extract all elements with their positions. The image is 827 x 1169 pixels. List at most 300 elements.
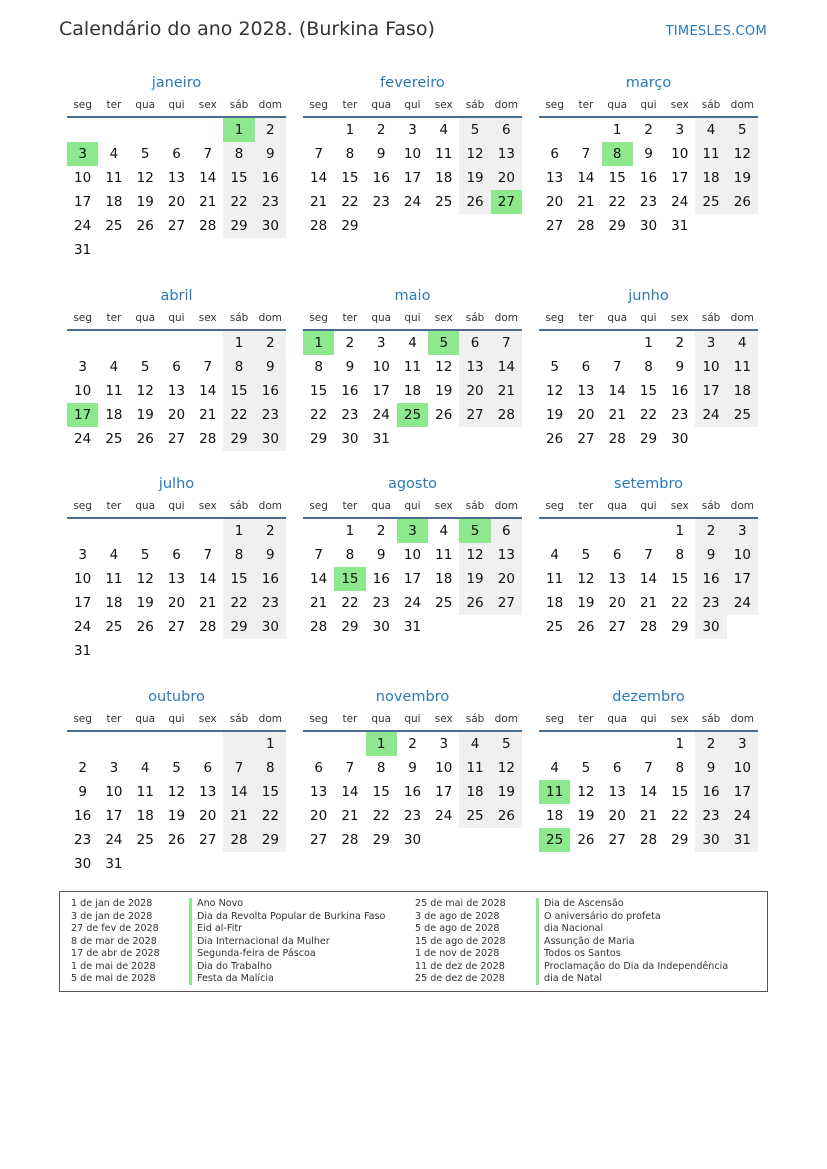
day-cell[interactable]: 11 <box>695 142 726 166</box>
day-cell[interactable]: 21 <box>199 194 217 210</box>
day-cell[interactable]: 7 <box>203 146 213 162</box>
day-cell[interactable]: 28 <box>491 403 522 427</box>
day-cell[interactable]: 16 <box>695 567 726 591</box>
day-cell[interactable]: 19 <box>459 166 490 190</box>
day-cell[interactable]: 11 <box>546 571 564 587</box>
day-cell[interactable]: 12 <box>167 784 186 800</box>
day-cell[interactable]: 30 <box>372 619 390 635</box>
day-cell[interactable]: 20 <box>459 379 490 403</box>
day-cell[interactable]: 22 <box>223 403 254 427</box>
day-cell[interactable]: 19 <box>136 595 154 611</box>
day-cell[interactable]: 1 <box>223 118 254 142</box>
day-cell[interactable]: 23 <box>255 403 286 427</box>
day-cell[interactable]: 4 <box>695 118 726 142</box>
day-cell[interactable]: 21 <box>491 379 522 403</box>
day-cell[interactable]: 13 <box>459 355 490 379</box>
day-cell[interactable]: 10 <box>74 170 92 186</box>
day-cell[interactable]: 8 <box>602 142 633 166</box>
day-cell[interactable]: 7 <box>644 547 653 563</box>
day-cell[interactable]: 30 <box>255 427 286 451</box>
day-cell[interactable]: 16 <box>255 379 286 403</box>
day-cell[interactable]: 18 <box>459 780 490 804</box>
day-cell[interactable]: 26 <box>459 591 490 615</box>
day-cell[interactable]: 19 <box>491 780 522 804</box>
day-cell[interactable]: 8 <box>376 760 386 776</box>
day-cell[interactable]: 30 <box>695 828 726 852</box>
day-cell[interactable]: 8 <box>223 543 254 567</box>
day-cell[interactable]: 13 <box>608 571 626 587</box>
day-cell[interactable]: 7 <box>223 756 254 780</box>
day-cell[interactable]: 2 <box>376 122 386 138</box>
day-cell[interactable]: 17 <box>671 170 689 186</box>
day-cell[interactable]: 24 <box>403 595 422 611</box>
day-cell[interactable]: 4 <box>550 547 559 563</box>
day-cell[interactable]: 29 <box>341 218 359 234</box>
day-cell[interactable]: 29 <box>223 615 254 639</box>
day-cell[interactable]: 3 <box>727 732 758 756</box>
day-cell[interactable]: 8 <box>675 760 685 776</box>
day-cell[interactable]: 31 <box>74 242 92 258</box>
day-cell[interactable]: 9 <box>695 756 726 780</box>
day-cell[interactable]: 29 <box>639 431 658 447</box>
day-cell[interactable]: 27 <box>199 832 217 848</box>
day-cell[interactable]: 14 <box>639 784 658 800</box>
day-cell[interactable]: 26 <box>459 190 490 214</box>
day-cell[interactable]: 15 <box>223 567 254 591</box>
day-cell[interactable]: 4 <box>408 335 417 351</box>
day-cell[interactable]: 8 <box>255 756 286 780</box>
day-cell[interactable]: 15 <box>671 571 689 587</box>
day-cell[interactable]: 15 <box>671 784 689 800</box>
day-cell[interactable]: 14 <box>491 355 522 379</box>
day-cell[interactable]: 27 <box>577 431 595 447</box>
day-cell[interactable]: 15 <box>310 383 328 399</box>
day-cell[interactable]: 25 <box>695 190 726 214</box>
day-cell[interactable]: 24 <box>372 407 390 423</box>
day-cell[interactable]: 25 <box>546 619 564 635</box>
day-cell[interactable]: 6 <box>172 146 181 162</box>
day-cell[interactable]: 16 <box>255 567 286 591</box>
day-cell[interactable]: 17 <box>74 595 92 611</box>
day-cell[interactable]: 24 <box>74 218 92 234</box>
day-cell[interactable]: 31 <box>671 218 689 234</box>
day-cell[interactable]: 25 <box>539 828 570 852</box>
day-cell[interactable]: 13 <box>167 383 186 399</box>
day-cell[interactable]: 29 <box>608 218 626 234</box>
day-cell[interactable]: 27 <box>491 591 522 615</box>
day-cell[interactable]: 19 <box>727 166 758 190</box>
day-cell[interactable]: 17 <box>403 170 422 186</box>
day-cell[interactable]: 17 <box>105 808 123 824</box>
day-cell[interactable]: 10 <box>74 383 92 399</box>
day-cell[interactable]: 4 <box>727 331 758 355</box>
day-cell[interactable]: 21 <box>199 407 217 423</box>
day-cell[interactable]: 2 <box>255 519 286 543</box>
day-cell[interactable]: 23 <box>639 194 658 210</box>
day-cell[interactable]: 11 <box>403 359 422 375</box>
day-cell[interactable]: 14 <box>341 784 359 800</box>
day-cell[interactable]: 27 <box>167 218 186 234</box>
day-cell[interactable]: 24 <box>727 591 758 615</box>
day-cell[interactable]: 26 <box>727 190 758 214</box>
day-cell[interactable]: 12 <box>577 571 595 587</box>
day-cell[interactable]: 6 <box>203 760 213 776</box>
day-cell[interactable]: 14 <box>199 170 217 186</box>
day-cell[interactable]: 17 <box>727 780 758 804</box>
day-cell[interactable]: 23 <box>74 832 92 848</box>
day-cell[interactable]: 25 <box>459 804 490 828</box>
day-cell[interactable]: 19 <box>577 808 595 824</box>
day-cell[interactable]: 11 <box>105 170 123 186</box>
day-cell[interactable]: 14 <box>608 383 626 399</box>
day-cell[interactable]: 22 <box>255 804 286 828</box>
day-cell[interactable]: 26 <box>546 431 564 447</box>
day-cell[interactable]: 25 <box>105 619 123 635</box>
day-cell[interactable]: 24 <box>105 832 123 848</box>
day-cell[interactable]: 10 <box>695 355 726 379</box>
day-cell[interactable]: 6 <box>172 547 181 563</box>
day-cell[interactable]: 20 <box>608 808 626 824</box>
day-cell[interactable]: 18 <box>403 383 422 399</box>
day-cell[interactable]: 15 <box>255 780 286 804</box>
day-cell[interactable]: 21 <box>608 407 626 423</box>
day-cell[interactable]: 5 <box>581 760 591 776</box>
day-cell[interactable]: 13 <box>577 383 595 399</box>
day-cell[interactable]: 1 <box>612 122 622 138</box>
day-cell[interactable]: 29 <box>341 619 359 635</box>
day-cell[interactable]: 16 <box>74 808 92 824</box>
day-cell[interactable]: 15 <box>223 166 254 190</box>
day-cell[interactable]: 6 <box>581 359 591 375</box>
day-cell[interactable]: 20 <box>167 407 186 423</box>
day-cell[interactable]: 25 <box>727 403 758 427</box>
day-cell[interactable]: 27 <box>167 619 186 635</box>
day-cell[interactable]: 26 <box>136 218 154 234</box>
day-cell[interactable]: 20 <box>491 567 522 591</box>
day-cell[interactable]: 3 <box>695 331 726 355</box>
day-cell[interactable]: 27 <box>608 832 626 848</box>
day-cell[interactable]: 10 <box>74 571 92 587</box>
day-cell[interactable]: 24 <box>727 804 758 828</box>
day-cell[interactable]: 2 <box>675 335 685 351</box>
day-cell[interactable]: 11 <box>105 383 123 399</box>
day-cell[interactable]: 9 <box>408 760 417 776</box>
day-cell[interactable]: 22 <box>341 595 359 611</box>
day-cell[interactable]: 17 <box>435 784 453 800</box>
day-cell[interactable]: 1 <box>345 122 355 138</box>
day-cell[interactable]: 25 <box>397 403 428 427</box>
day-cell[interactable]: 7 <box>345 760 355 776</box>
day-cell[interactable]: 5 <box>581 547 591 563</box>
day-cell[interactable]: 13 <box>608 784 626 800</box>
day-cell[interactable]: 24 <box>671 194 689 210</box>
day-cell[interactable]: 13 <box>491 543 522 567</box>
day-cell[interactable]: 21 <box>223 804 254 828</box>
day-cell[interactable]: 28 <box>341 832 359 848</box>
day-cell[interactable]: 30 <box>671 431 689 447</box>
day-cell[interactable]: 5 <box>140 547 150 563</box>
day-cell[interactable]: 10 <box>403 547 422 563</box>
day-cell[interactable]: 20 <box>577 407 595 423</box>
day-cell[interactable]: 3 <box>78 547 87 563</box>
day-cell[interactable]: 14 <box>310 571 328 587</box>
day-cell[interactable]: 28 <box>223 828 254 852</box>
day-cell[interactable]: 26 <box>491 804 522 828</box>
day-cell[interactable]: 16 <box>372 571 390 587</box>
day-cell[interactable]: 28 <box>639 619 658 635</box>
day-cell[interactable]: 14 <box>577 170 595 186</box>
day-cell[interactable]: 21 <box>199 595 217 611</box>
day-cell[interactable]: 16 <box>255 166 286 190</box>
day-cell[interactable]: 13 <box>167 170 186 186</box>
day-cell[interactable]: 30 <box>74 856 92 872</box>
day-cell[interactable]: 12 <box>459 543 490 567</box>
day-cell[interactable]: 1 <box>303 331 334 355</box>
day-cell[interactable]: 17 <box>67 403 98 427</box>
day-cell[interactable]: 21 <box>639 808 658 824</box>
day-cell[interactable]: 22 <box>341 194 359 210</box>
day-cell[interactable]: 21 <box>310 595 328 611</box>
day-cell[interactable]: 7 <box>612 359 622 375</box>
day-cell[interactable]: 11 <box>435 547 453 563</box>
day-cell[interactable]: 24 <box>74 619 92 635</box>
day-cell[interactable]: 22 <box>671 595 689 611</box>
day-cell[interactable]: 18 <box>435 170 453 186</box>
day-cell[interactable]: 31 <box>727 828 758 852</box>
day-cell[interactable]: 16 <box>403 784 422 800</box>
day-cell[interactable]: 11 <box>136 784 154 800</box>
day-cell[interactable]: 10 <box>727 543 758 567</box>
day-cell[interactable]: 23 <box>695 591 726 615</box>
day-cell[interactable]: 31 <box>403 619 422 635</box>
day-cell[interactable]: 26 <box>577 619 595 635</box>
day-cell[interactable]: 13 <box>199 784 217 800</box>
day-cell[interactable]: 4 <box>109 359 119 375</box>
day-cell[interactable]: 14 <box>639 571 658 587</box>
day-cell[interactable]: 24 <box>74 431 92 447</box>
day-cell[interactable]: 20 <box>491 166 522 190</box>
day-cell[interactable]: 2 <box>78 760 87 776</box>
day-cell[interactable]: 1 <box>675 736 685 752</box>
day-cell[interactable]: 22 <box>608 194 626 210</box>
day-cell[interactable]: 29 <box>310 431 328 447</box>
day-cell[interactable]: 11 <box>727 355 758 379</box>
day-cell[interactable]: 14 <box>199 571 217 587</box>
day-cell[interactable]: 13 <box>167 571 186 587</box>
day-cell[interactable]: 3 <box>78 359 87 375</box>
day-cell[interactable]: 15 <box>639 383 658 399</box>
day-cell[interactable]: 26 <box>136 431 154 447</box>
day-cell[interactable]: 20 <box>608 595 626 611</box>
day-cell[interactable]: 21 <box>341 808 359 824</box>
day-cell[interactable]: 8 <box>644 359 653 375</box>
day-cell[interactable]: 2 <box>255 331 286 355</box>
day-cell[interactable]: 28 <box>639 832 658 848</box>
day-cell[interactable]: 20 <box>546 194 564 210</box>
day-cell[interactable]: 4 <box>109 146 119 162</box>
day-cell[interactable]: 9 <box>644 146 653 162</box>
day-cell[interactable]: 5 <box>727 118 758 142</box>
day-cell[interactable]: 7 <box>314 146 323 162</box>
day-cell[interactable]: 4 <box>550 760 559 776</box>
day-cell[interactable]: 15 <box>372 784 390 800</box>
day-cell[interactable]: 15 <box>223 379 254 403</box>
day-cell[interactable]: 11 <box>539 780 570 804</box>
day-cell[interactable]: 26 <box>435 407 453 423</box>
day-cell[interactable]: 30 <box>341 431 359 447</box>
day-cell[interactable]: 23 <box>403 808 422 824</box>
day-cell[interactable]: 4 <box>140 760 150 776</box>
day-cell[interactable]: 25 <box>435 595 453 611</box>
day-cell[interactable]: 7 <box>644 760 653 776</box>
day-cell[interactable]: 12 <box>577 784 595 800</box>
day-cell[interactable]: 9 <box>255 142 286 166</box>
day-cell[interactable]: 19 <box>435 383 453 399</box>
day-cell[interactable]: 23 <box>372 595 390 611</box>
day-cell[interactable]: 12 <box>136 571 154 587</box>
day-cell[interactable]: 25 <box>435 194 453 210</box>
day-cell[interactable]: 13 <box>310 784 328 800</box>
day-cell[interactable]: 7 <box>203 359 213 375</box>
day-cell[interactable]: 6 <box>314 760 323 776</box>
day-cell[interactable]: 17 <box>695 379 726 403</box>
day-cell[interactable]: 21 <box>577 194 595 210</box>
day-cell[interactable]: 28 <box>577 218 595 234</box>
day-cell[interactable]: 16 <box>695 780 726 804</box>
day-cell[interactable]: 14 <box>223 780 254 804</box>
day-cell[interactable]: 31 <box>372 431 390 447</box>
day-cell[interactable]: 2 <box>255 118 286 142</box>
day-cell[interactable]: 5 <box>428 331 459 355</box>
day-cell[interactable]: 3 <box>67 142 98 166</box>
day-cell[interactable]: 12 <box>136 170 154 186</box>
day-cell[interactable]: 17 <box>74 194 92 210</box>
day-cell[interactable]: 11 <box>435 146 453 162</box>
day-cell[interactable]: 5 <box>550 359 559 375</box>
day-cell[interactable]: 27 <box>608 619 626 635</box>
day-cell[interactable]: 28 <box>199 619 217 635</box>
day-cell[interactable]: 2 <box>408 736 417 752</box>
day-cell[interactable]: 18 <box>546 808 564 824</box>
day-cell[interactable]: 17 <box>727 567 758 591</box>
day-cell[interactable]: 20 <box>199 808 217 824</box>
day-cell[interactable]: 9 <box>376 547 386 563</box>
day-cell[interactable]: 23 <box>671 407 689 423</box>
day-cell[interactable]: 6 <box>491 118 522 142</box>
day-cell[interactable]: 18 <box>546 595 564 611</box>
day-cell[interactable]: 21 <box>310 194 328 210</box>
day-cell[interactable]: 5 <box>491 732 522 756</box>
day-cell[interactable]: 26 <box>136 619 154 635</box>
day-cell[interactable]: 29 <box>223 427 254 451</box>
day-cell[interactable]: 8 <box>345 146 355 162</box>
day-cell[interactable]: 10 <box>671 146 689 162</box>
day-cell[interactable]: 15 <box>608 170 626 186</box>
day-cell[interactable]: 5 <box>459 118 490 142</box>
day-cell[interactable]: 16 <box>372 170 390 186</box>
day-cell[interactable]: 1 <box>644 335 653 351</box>
day-cell[interactable]: 29 <box>372 832 390 848</box>
day-cell[interactable]: 29 <box>255 828 286 852</box>
day-cell[interactable]: 24 <box>435 808 453 824</box>
day-cell[interactable]: 5 <box>140 146 150 162</box>
day-cell[interactable]: 3 <box>675 122 685 138</box>
day-cell[interactable]: 1 <box>223 519 254 543</box>
day-cell[interactable]: 15 <box>334 567 365 591</box>
day-cell[interactable]: 18 <box>105 194 123 210</box>
day-cell[interactable]: 2 <box>376 523 386 539</box>
day-cell[interactable]: 6 <box>459 331 490 355</box>
day-cell[interactable]: 9 <box>78 784 87 800</box>
day-cell[interactable]: 27 <box>546 218 564 234</box>
day-cell[interactable]: 15 <box>341 170 359 186</box>
day-cell[interactable]: 25 <box>105 431 123 447</box>
day-cell[interactable]: 22 <box>310 407 328 423</box>
day-cell[interactable]: 5 <box>140 359 150 375</box>
day-cell[interactable]: 13 <box>491 142 522 166</box>
day-cell[interactable]: 2 <box>644 122 653 138</box>
day-cell[interactable]: 1 <box>366 732 397 756</box>
day-cell[interactable]: 18 <box>105 407 123 423</box>
day-cell[interactable]: 8 <box>223 355 254 379</box>
day-cell[interactable]: 12 <box>136 383 154 399</box>
day-cell[interactable]: 30 <box>255 214 286 238</box>
day-cell[interactable]: 9 <box>376 146 386 162</box>
day-cell[interactable]: 7 <box>203 547 213 563</box>
day-cell[interactable]: 10 <box>435 760 453 776</box>
day-cell[interactable]: 27 <box>167 431 186 447</box>
day-cell[interactable]: 29 <box>223 214 254 238</box>
day-cell[interactable]: 19 <box>546 407 564 423</box>
day-cell[interactable]: 25 <box>136 832 154 848</box>
day-cell[interactable]: 12 <box>546 383 564 399</box>
day-cell[interactable]: 2 <box>695 519 726 543</box>
day-cell[interactable]: 6 <box>491 519 522 543</box>
day-cell[interactable]: 31 <box>105 856 123 872</box>
day-cell[interactable]: 26 <box>167 832 186 848</box>
day-cell[interactable]: 19 <box>136 194 154 210</box>
day-cell[interactable]: 1 <box>255 732 286 756</box>
day-cell[interactable]: 7 <box>314 547 323 563</box>
day-cell[interactable]: 2 <box>695 732 726 756</box>
day-cell[interactable]: 7 <box>581 146 591 162</box>
day-cell[interactable]: 14 <box>310 170 328 186</box>
day-cell[interactable]: 23 <box>695 804 726 828</box>
day-cell[interactable]: 9 <box>255 543 286 567</box>
day-cell[interactable]: 3 <box>439 736 449 752</box>
day-cell[interactable]: 8 <box>223 142 254 166</box>
day-cell[interactable]: 19 <box>167 808 186 824</box>
day-cell[interactable]: 28 <box>310 619 328 635</box>
day-cell[interactable]: 1 <box>345 523 355 539</box>
day-cell[interactable]: 23 <box>372 194 390 210</box>
day-cell[interactable]: 27 <box>459 403 490 427</box>
day-cell[interactable]: 8 <box>314 359 323 375</box>
day-cell[interactable]: 12 <box>491 756 522 780</box>
day-cell[interactable]: 23 <box>255 190 286 214</box>
day-cell[interactable]: 19 <box>459 567 490 591</box>
day-cell[interactable]: 14 <box>199 383 217 399</box>
day-cell[interactable]: 6 <box>172 359 181 375</box>
day-cell[interactable]: 28 <box>310 218 328 234</box>
day-cell[interactable]: 11 <box>459 756 490 780</box>
day-cell[interactable]: 18 <box>727 379 758 403</box>
day-cell[interactable]: 23 <box>341 407 359 423</box>
day-cell[interactable]: 22 <box>223 591 254 615</box>
day-cell[interactable]: 25 <box>105 218 123 234</box>
day-cell[interactable]: 27 <box>310 832 328 848</box>
day-cell[interactable]: 1 <box>223 331 254 355</box>
